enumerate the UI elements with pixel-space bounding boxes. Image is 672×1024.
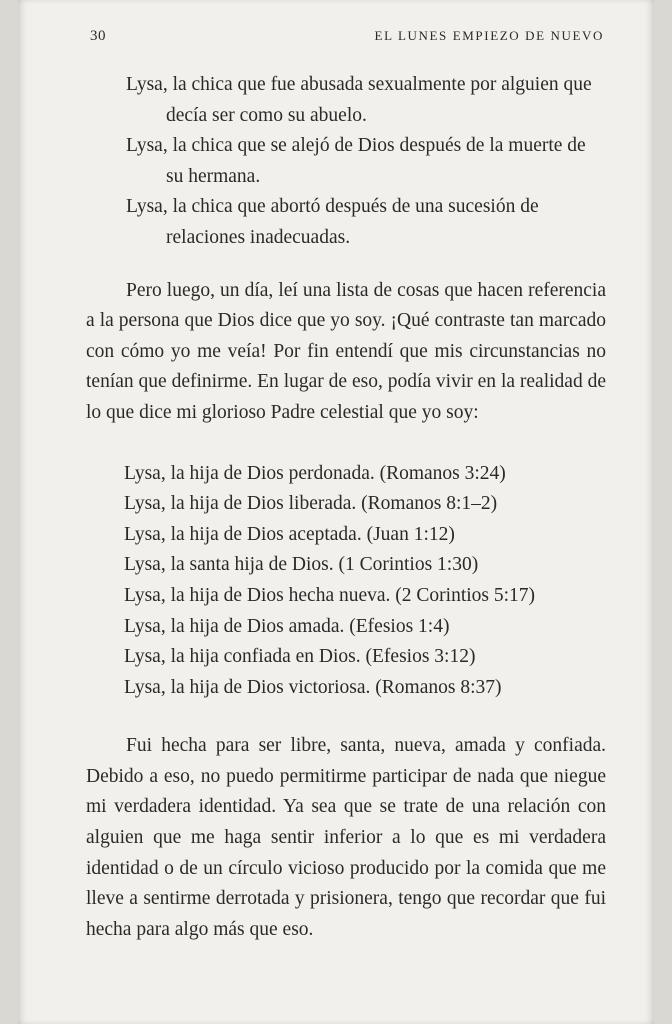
list-item: Lysa, la hija de Dios perdonada. (Romanos 3:24) bbox=[124, 462, 506, 484]
page-number: 30 bbox=[90, 28, 106, 44]
list-item: Lysa, la santa hija de Dios. (1 Corintios 1:30) bbox=[124, 554, 479, 576]
list-item: Lysa, la hija de Dios aceptada. (Juan 1:12) bbox=[124, 523, 455, 545]
body-text bbox=[86, 70, 606, 945]
list-item: Lysa, la chica que se alejó de Dios después de la muerte de su hermana. bbox=[126, 135, 586, 187]
paragraph: Pero luego, un día, leí una lista de cosas que hacen referencia a la persona que Dios dice que yo soy. ¡Qué contraste tan marcado con cómo yo me veía! Por fin entendí que mis circunstancias no tenían que definirme. En lugar de eso, podía vivir en la realidad de lo que dice mi glorioso Padre celestial que yo soy: bbox=[86, 279, 606, 423]
list-item: Lysa, la hija de Dios victoriosa. (Romanos 8:37) bbox=[124, 676, 502, 698]
list-item: Lysa, la hija de Dios liberada. (Romanos 8:1–2) bbox=[124, 493, 498, 515]
running-head bbox=[90, 28, 604, 48]
book-title: EL LUNES EMPIEZO DE NUEVO bbox=[374, 28, 604, 43]
intro-list bbox=[126, 70, 606, 254]
list-item: Lysa, la chica que abortó después de una sucesión de relaciones inadecuadas. bbox=[126, 196, 539, 248]
list-item: Lysa, la hija de Dios amada. (Efesios 1:4) bbox=[124, 615, 450, 637]
list-item: Lysa, la hija confiada en Dios. (Efesios 3:12) bbox=[124, 646, 476, 668]
paragraph: Fui hecha para ser libre, santa, nueva, amada y confiada. Debido a eso, no puedo permitirme participar de nada que niegue mi verdadera identidad. Ya sea que se trate de una relación con alguien que me haga sentir inferior a lo que es mi verdadera identidad o de un círculo vicioso producido por la comida que me lleve a sentirme derrotada y prisionera, tengo que recordar que fui hecha para algo más que eso. bbox=[86, 735, 606, 940]
book-page bbox=[18, 0, 654, 1024]
list-item: Lysa, la chica que fue abusada sexualmente por alguien que decía ser como su abuelo. bbox=[126, 74, 592, 126]
affirmation-list bbox=[124, 459, 606, 704]
list-item: Lysa, la hija de Dios hecha nueva. (2 Corintios 5:17) bbox=[124, 584, 536, 606]
